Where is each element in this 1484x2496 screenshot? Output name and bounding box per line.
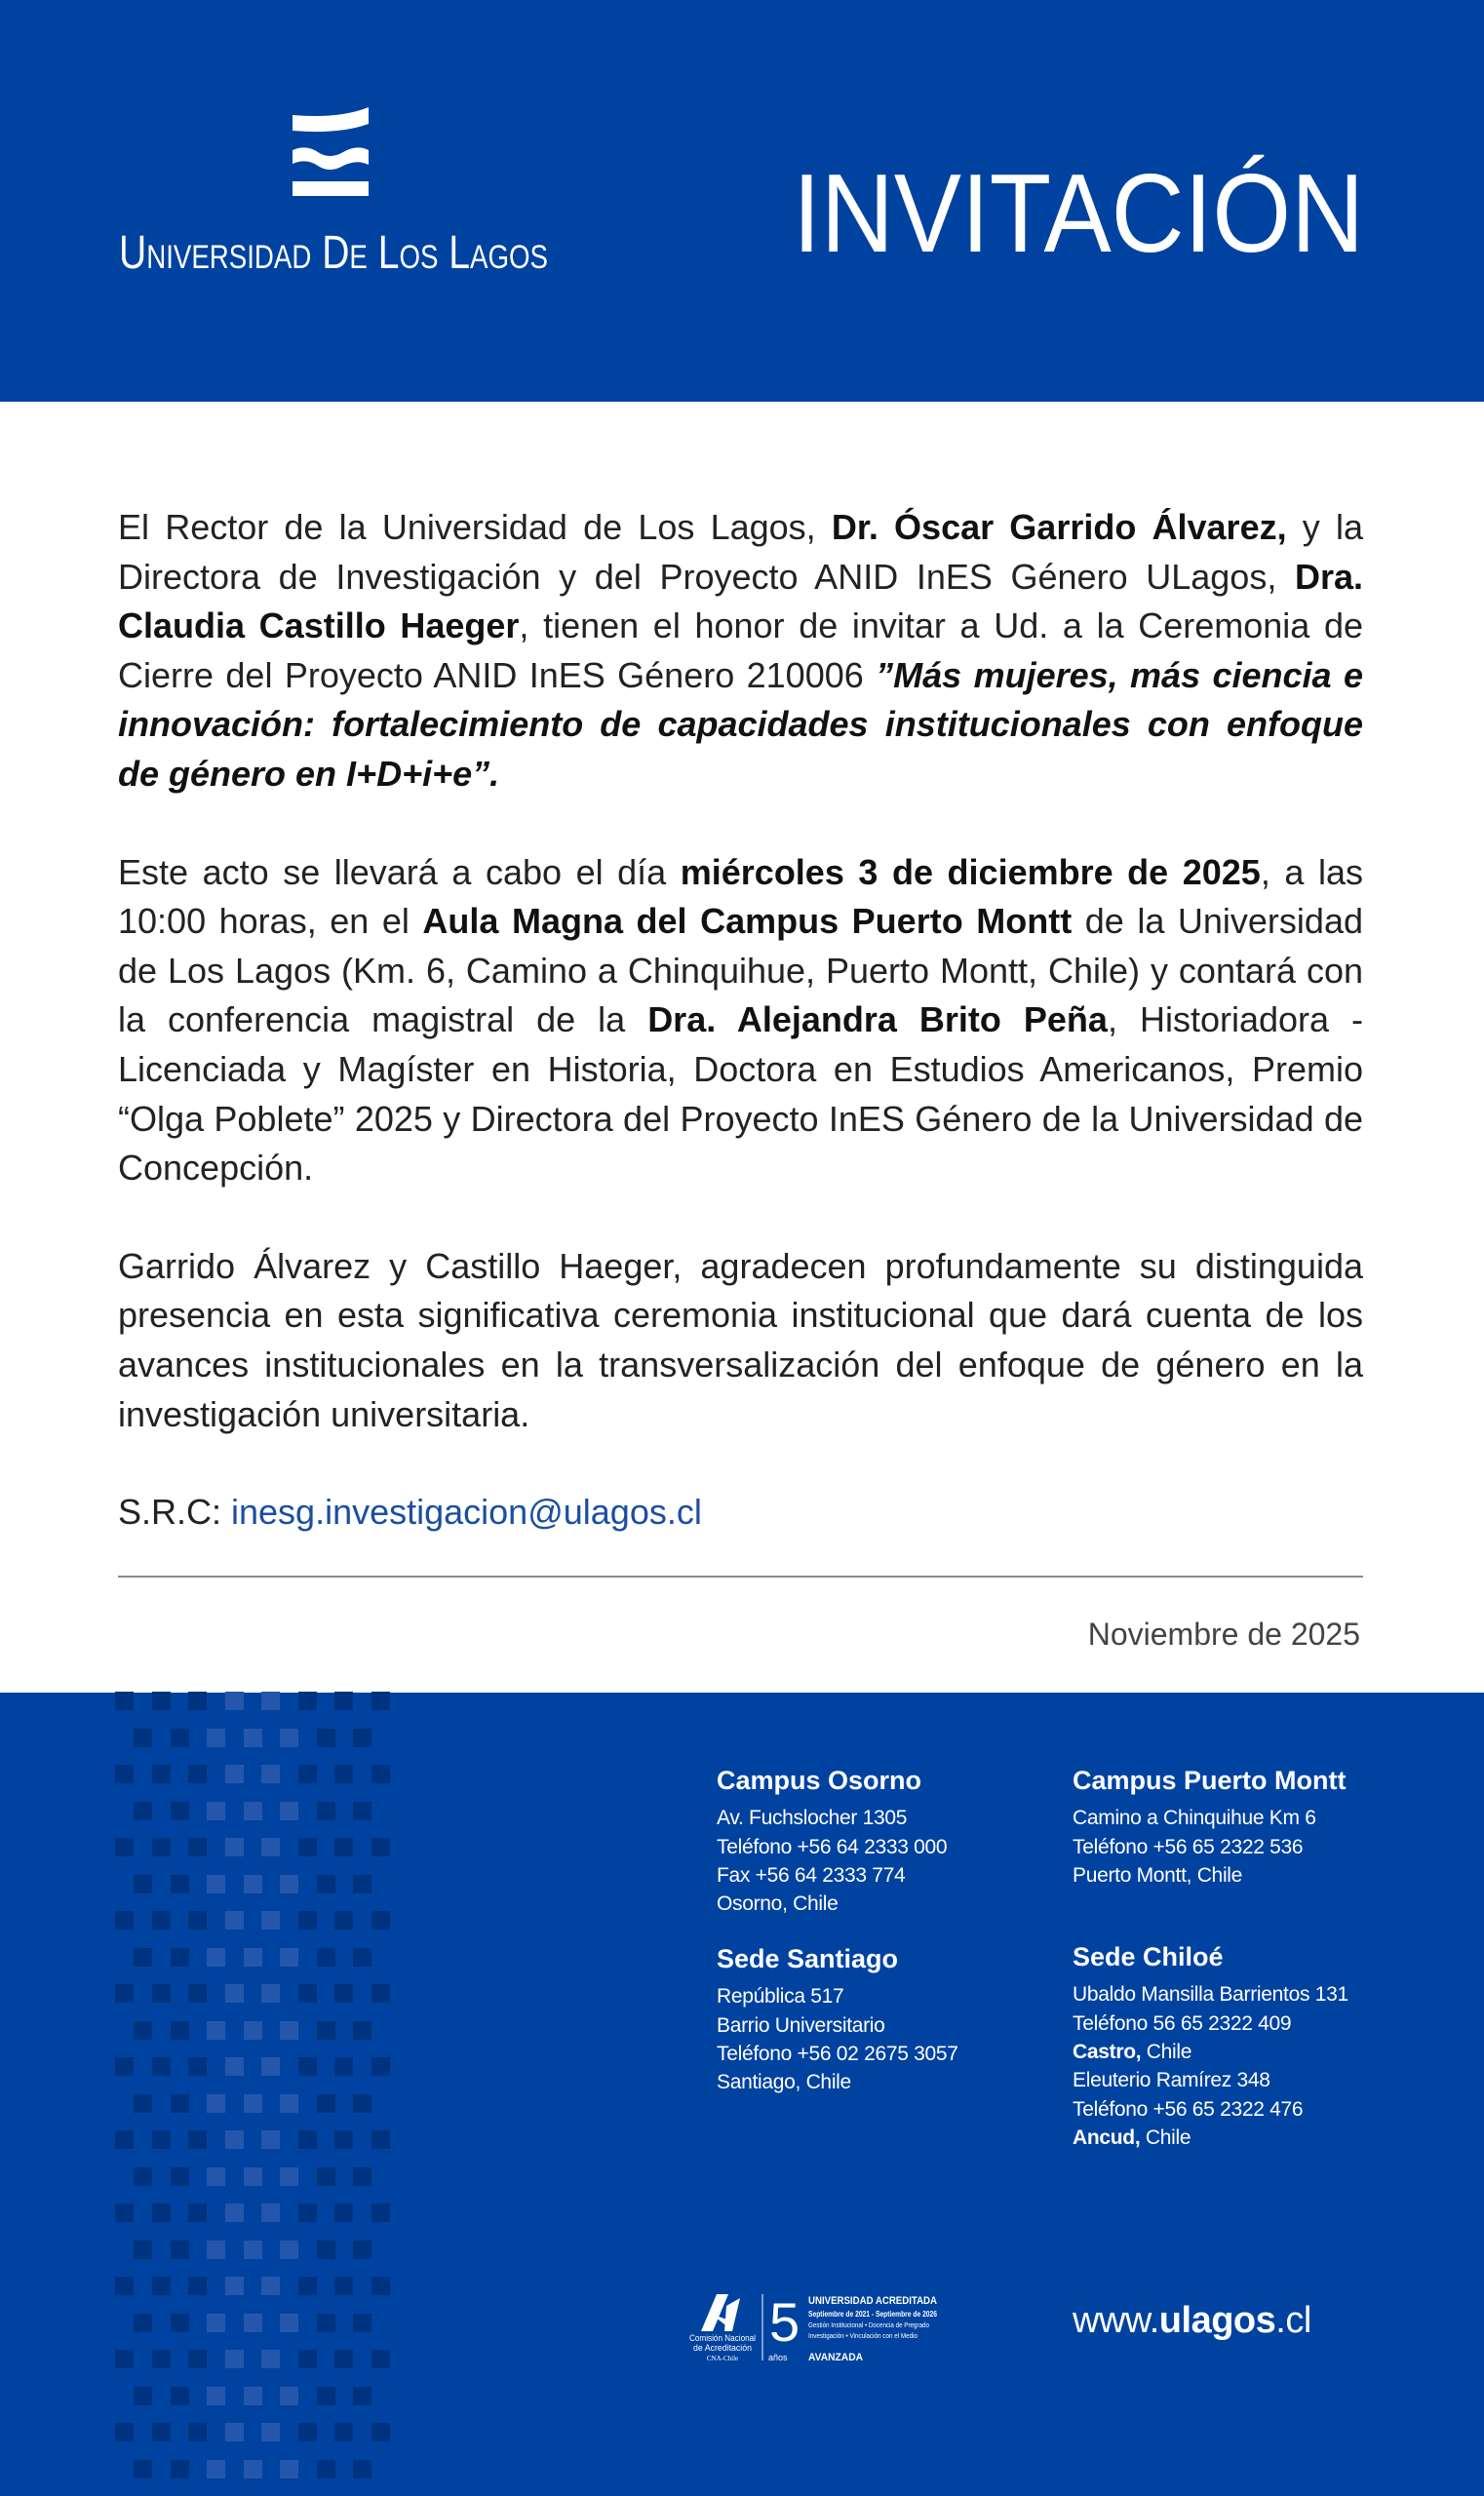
pattern-square [134, 2094, 152, 2113]
pattern-square [225, 1838, 244, 1856]
text-segment: Chile [1141, 2040, 1192, 2063]
pattern-square [244, 2241, 262, 2259]
campus-address-line [1073, 2009, 1348, 2038]
pattern-square [244, 2021, 262, 2040]
campus-address-line [1073, 2124, 1348, 2152]
pattern-square [280, 2094, 298, 2113]
pattern-square [225, 2057, 244, 2076]
pattern-square [371, 2057, 390, 2076]
pattern-square [298, 2423, 317, 2441]
pattern-square [188, 2130, 207, 2149]
emphasized-text: ”Más mujeres, más ciencia e innovación: fortalecimiento de capacidades institucionales con enfoque de género en I+D+i+e”. [118, 654, 1363, 794]
pattern-square [207, 2241, 225, 2259]
pattern-square [353, 2021, 371, 2040]
pattern-square [298, 1911, 317, 1930]
pattern-square [334, 1984, 353, 2003]
pattern-square [353, 2241, 371, 2259]
pattern-square [171, 1729, 189, 1747]
pattern-square [225, 2350, 244, 2368]
text-segment: Teléfono +56 65 2322 476 [1073, 2097, 1304, 2121]
pattern-square [244, 2167, 262, 2186]
campus-name: Campus Osorno [717, 1766, 922, 1796]
text-segment: , Historiadora - Licenciada y Magíster en Historia, Doctora en Estudios Americanos, Premio “Olga Poblete” 2025 y Directora del Proyecto InES Género de la Universidad de Concepción. [118, 999, 1364, 1189]
website-domain: ulagos [1158, 2300, 1276, 2342]
sede-chiloe [1073, 1939, 1348, 2152]
pattern-square [261, 2057, 280, 2076]
pattern-square [207, 2094, 225, 2113]
pattern-square [152, 2423, 171, 2441]
pattern-square [280, 1948, 298, 1967]
pattern-square [280, 2314, 298, 2332]
text-segment: Barrio Universitario [717, 2013, 885, 2037]
pattern-square [244, 2387, 262, 2405]
pattern-square [134, 2021, 152, 2040]
pattern-square [371, 1838, 390, 1856]
text-segment: Teléfono 56 65 2322 409 [1073, 2011, 1292, 2035]
pattern-square [225, 1692, 244, 1710]
accreditation-title: UNIVERSIDAD ACREDITADA [808, 2295, 938, 2308]
pattern-square [171, 2241, 189, 2259]
pattern-square [371, 2204, 390, 2222]
pattern-square [115, 2277, 134, 2295]
event-details-paragraph [118, 848, 1363, 1193]
text-segment: Fax +56 64 2333 774 [717, 1863, 906, 1887]
pattern-square [298, 1984, 317, 2003]
pattern-square [188, 2204, 207, 2222]
pattern-square [334, 2423, 353, 2441]
pattern-square [244, 2314, 262, 2332]
text-segment: Santiago, Chile [717, 2071, 851, 2094]
pattern-square [298, 2277, 317, 2295]
campus-address-line [717, 2068, 958, 2096]
pattern-square [317, 2241, 335, 2259]
pattern-square [334, 1765, 353, 1783]
pattern-square [207, 2167, 225, 2186]
pattern-square [171, 1948, 189, 1967]
pattern-square [334, 2130, 353, 2149]
campus-address-line [717, 2011, 958, 2040]
accreditation-years-label: años [768, 2353, 788, 2363]
campus-puerto-montt [1073, 1763, 1347, 1890]
text-segment: República 517 [717, 1985, 844, 2008]
pattern-square [171, 2167, 189, 2186]
text-segment: Este acto se llevará a cabo el día [118, 851, 681, 892]
pattern-square [225, 2423, 244, 2441]
campus-name: Sede Chiloé [1073, 1942, 1224, 1972]
text-segment: Chile [1140, 2126, 1191, 2150]
emphasized-text: miércoles 3 de diciembre de 2025 [680, 851, 1261, 892]
pattern-square [115, 2350, 134, 2368]
pattern-square [188, 1911, 207, 1930]
logo-text: Universidad De Los Lagos [119, 227, 548, 279]
pattern-square [115, 1838, 134, 1856]
pattern-square [171, 1875, 189, 1893]
pattern-square [298, 1692, 317, 1710]
text-segment: , tienen el honor de invitar a Ud. a la Ceremonia de Cierre del Proyecto ANID InES Género 210006 [118, 605, 1364, 695]
pattern-square [207, 1875, 225, 1893]
pattern-square [317, 2387, 335, 2405]
pattern-square [115, 2423, 134, 2441]
pattern-square [317, 2460, 335, 2478]
accreditation-level: AVANZADA [808, 2352, 864, 2364]
pattern-square [371, 1692, 390, 1710]
campus-address-line [1073, 1833, 1347, 1861]
campus-address-line [1073, 2038, 1348, 2066]
accreditation-badge [687, 2292, 941, 2365]
text-segment: Garrido Álvarez y Castillo Haeger, agradecen profundamente su distinguida presencia en esta significativa ceremonia institucional que dará cuenta de los avances institucionales en la transversalización del enfoque de género en la investigación universitaria. [118, 1245, 1363, 1434]
campus-address-line [717, 1861, 947, 1890]
pattern-square [334, 2057, 353, 2076]
footer [0, 1693, 1484, 2496]
pattern-square [261, 2277, 280, 2295]
pattern-square [371, 2350, 390, 2368]
pattern-square [152, 1838, 171, 1856]
pattern-square [244, 1729, 262, 1747]
logo-symbol-bottom-bar [293, 181, 369, 196]
cna-name-line-1: Comisión Nacional [689, 2333, 756, 2344]
pattern-square [207, 2314, 225, 2332]
text-segment: de la Universidad de Los Lagos (Km. 6, Camino a Chinquihue, Puerto Montt, Chile) y contará con la conferencia magistral de la [118, 901, 1363, 1040]
pattern-square [225, 2130, 244, 2149]
text-segment: Camino a Chinquihue Km 6 [1073, 1807, 1316, 1830]
pattern-square [152, 2130, 171, 2149]
pattern-square [207, 1729, 225, 1747]
pattern-square [353, 1875, 371, 1893]
pattern-square [207, 2460, 225, 2478]
pattern-square [298, 2204, 317, 2222]
campus-name: Campus Puerto Montt [1073, 1766, 1347, 1796]
pattern-square [207, 1948, 225, 1967]
pattern-square [261, 1984, 280, 2003]
pattern-square [134, 2387, 152, 2405]
pattern-square [188, 1692, 207, 1710]
letter-content [118, 402, 1363, 1654]
pattern-square [334, 2204, 353, 2222]
text-segment: Eleuterio Ramírez 348 [1073, 2069, 1270, 2092]
emphasized-text: Dr. Óscar Garrido Álvarez, [831, 507, 1287, 547]
text-segment: Av. Fuchslocher 1305 [717, 1807, 908, 1830]
cna-name-line-3: CNA-Chile [706, 2355, 739, 2363]
pattern-square [261, 1765, 280, 1783]
text-segment: Teléfono +56 02 2675 3057 [717, 2042, 958, 2065]
pattern-square [225, 1984, 244, 2003]
pattern-square [298, 2130, 317, 2149]
pattern-square [371, 1765, 390, 1783]
pattern-square [261, 2423, 280, 2441]
pattern-square [134, 1729, 152, 1747]
pattern-square [171, 2460, 189, 2478]
pattern-square [371, 1911, 390, 1930]
pattern-square [353, 2094, 371, 2113]
pattern-square [188, 2057, 207, 2076]
pattern-square [261, 1838, 280, 1856]
campus-address-line [717, 1804, 947, 1832]
pattern-square [298, 2057, 317, 2076]
text-segment: Teléfono +56 64 2333 000 [717, 1835, 948, 1858]
text-segment: El Rector de la Universidad de Los Lagos, [118, 507, 832, 547]
campus-address-line [1073, 1804, 1347, 1832]
issue-date: Noviembre de 2025 [1087, 1617, 1360, 1653]
pattern-square [225, 1765, 244, 1783]
pattern-square [280, 1729, 298, 1747]
pattern-square [317, 2021, 335, 2040]
pattern-square [134, 1875, 152, 1893]
emphasized-text: Castro, [1073, 2040, 1142, 2063]
pattern-square [152, 1765, 171, 1783]
pattern-square [334, 1838, 353, 1856]
invitation-paragraph-1 [118, 503, 1363, 800]
pattern-square [280, 1802, 298, 1820]
pattern-square [115, 1765, 134, 1783]
pattern-square [371, 1984, 390, 2003]
pattern-square [353, 2460, 371, 2478]
pattern-square [317, 1948, 335, 1967]
rsvp-label: S.R.C: [118, 1492, 232, 1533]
pattern-square [134, 2167, 152, 2186]
pattern-square [261, 2350, 280, 2368]
pattern-square [353, 1729, 371, 1747]
cna-name-line-2: de Acreditación [693, 2343, 752, 2354]
pattern-square [298, 1838, 317, 1856]
emphasized-text: Dra. Claudia Castillo Haeger [118, 556, 1363, 646]
accreditation-areas-1: Gestión Institucional • Docencia de Pregrado [808, 2320, 929, 2330]
pattern-square [188, 1765, 207, 1783]
pattern-square [280, 1875, 298, 1893]
pattern-square [371, 2423, 390, 2441]
pattern-square [171, 2094, 189, 2113]
pattern-square [334, 1692, 353, 1710]
university-logo [115, 107, 564, 278]
campus-address-line [717, 1890, 947, 1918]
pattern-square [353, 2387, 371, 2405]
pattern-square [317, 2314, 335, 2332]
pattern-square [171, 2021, 189, 2040]
website-link[interactable] [1073, 2299, 1311, 2342]
pattern-square [115, 1692, 134, 1710]
pattern-square [188, 2277, 207, 2295]
pattern-square [334, 2277, 353, 2295]
pattern-square [207, 2387, 225, 2405]
pattern-square [152, 1692, 171, 1710]
pattern-square [280, 2167, 298, 2186]
pattern-square [188, 2423, 207, 2441]
text-segment: y la Directora de Investigación y del Proyecto ANID InES Género ULagos, [118, 507, 1363, 597]
campus-address-line [1073, 2095, 1348, 2124]
campus-address-line [1073, 1980, 1348, 2008]
logo-symbol-wave [293, 147, 369, 170]
text-segment: Osorno, Chile [717, 1892, 839, 1916]
pattern-square [134, 2241, 152, 2259]
accreditation-areas-2: Investigación • Vinculación con el Medio [808, 2331, 918, 2341]
pattern-square [225, 2277, 244, 2295]
accreditation-period: Septiembre de 2021 - Septiembre de 2026 [808, 2310, 938, 2320]
website-prefix: www. [1073, 2300, 1159, 2342]
pattern-square [353, 2314, 371, 2332]
pattern-square [261, 2204, 280, 2222]
pattern-square [134, 2314, 152, 2332]
logo-symbol-top-bar [293, 107, 369, 132]
pattern-square [115, 2130, 134, 2149]
accreditation-years: 5 [769, 2291, 801, 2354]
page-title-text: INVITACIÓN [793, 152, 1364, 276]
pattern-square [261, 2130, 280, 2149]
pattern-square [244, 1875, 262, 1893]
pattern-square [317, 2167, 335, 2186]
pattern-square [134, 2460, 152, 2478]
pattern-square [280, 2241, 298, 2259]
sede-santiago [717, 1941, 958, 2097]
pattern-square [353, 2167, 371, 2186]
page-title [785, 146, 1370, 276]
cna-logo-icon [701, 2294, 740, 2331]
pattern-square [115, 2204, 134, 2222]
pattern-square [152, 2204, 171, 2222]
header [0, 0, 1484, 402]
emphasized-text: Aula Magna del Campus Puerto Montt [422, 901, 1073, 942]
pattern-square [280, 2387, 298, 2405]
pattern-square [334, 2350, 353, 2368]
pattern-square [317, 1875, 335, 1893]
text-segment: Ubaldo Mansilla Barrientos 131 [1073, 1983, 1348, 2007]
emphasized-text: Ancud, [1073, 2126, 1141, 2150]
pattern-square [298, 1765, 317, 1783]
pattern-square [207, 1802, 225, 1820]
pattern-square [152, 1911, 171, 1930]
pattern-square [371, 2130, 390, 2149]
campus-name: Sede Santiago [717, 1944, 899, 1974]
pattern-square [171, 2387, 189, 2405]
pattern-square [188, 1984, 207, 2003]
pattern-square [188, 2350, 207, 2368]
pattern-square [152, 2277, 171, 2295]
campus-osorno [717, 1763, 947, 1919]
pattern-square [134, 1802, 152, 1820]
text-segment: Teléfono +56 65 2322 536 [1073, 1835, 1304, 1858]
pattern-square [188, 1838, 207, 1856]
campus-address-line [717, 1982, 958, 2010]
pattern-square [115, 2057, 134, 2076]
pattern-square [244, 1802, 262, 1820]
rsvp-email-link[interactable]: inesg.investigacion@ulagos.cl [231, 1492, 702, 1533]
pattern-square [280, 2460, 298, 2478]
emphasized-text: Dra. Alejandra Brito Peña [647, 999, 1108, 1040]
pattern-square [207, 2021, 225, 2040]
campus-address-line [717, 2040, 958, 2068]
pattern-square [317, 2094, 335, 2113]
pattern-square [334, 1911, 353, 1930]
pattern-square [134, 1948, 152, 1967]
pattern-square [115, 1911, 134, 1930]
pattern-square [244, 2460, 262, 2478]
pattern-square [225, 2204, 244, 2222]
pattern-square [171, 1802, 189, 1820]
rsvp-line [118, 1488, 1363, 1537]
pattern-square [353, 1948, 371, 1967]
pattern-square [353, 1802, 371, 1820]
pattern-square [152, 2350, 171, 2368]
pattern-square [371, 2277, 390, 2295]
pattern-square [280, 2021, 298, 2040]
campus-address-line [717, 1833, 947, 1861]
pattern-square [298, 2350, 317, 2368]
thanks-paragraph [118, 1242, 1363, 1439]
pattern-square [317, 1802, 335, 1820]
text-segment: , a las 10:00 horas, en el [118, 851, 1363, 942]
pattern-square [244, 1948, 262, 1967]
pattern-square [115, 1984, 134, 2003]
pattern-square [244, 2094, 262, 2113]
pattern-square [152, 1984, 171, 2003]
campus-address-line [1073, 1861, 1347, 1890]
campus-address-line [1073, 2066, 1348, 2094]
pattern-square [225, 1911, 244, 1930]
pattern-square [171, 2314, 189, 2332]
pattern-square [317, 1729, 335, 1747]
divider [118, 1576, 1363, 1578]
pattern-square [261, 1692, 280, 1710]
website-suffix: .cl [1275, 2300, 1311, 2342]
pattern-square [152, 2057, 171, 2076]
pattern-square [261, 1911, 280, 1930]
text-segment: Puerto Montt, Chile [1073, 1863, 1243, 1887]
